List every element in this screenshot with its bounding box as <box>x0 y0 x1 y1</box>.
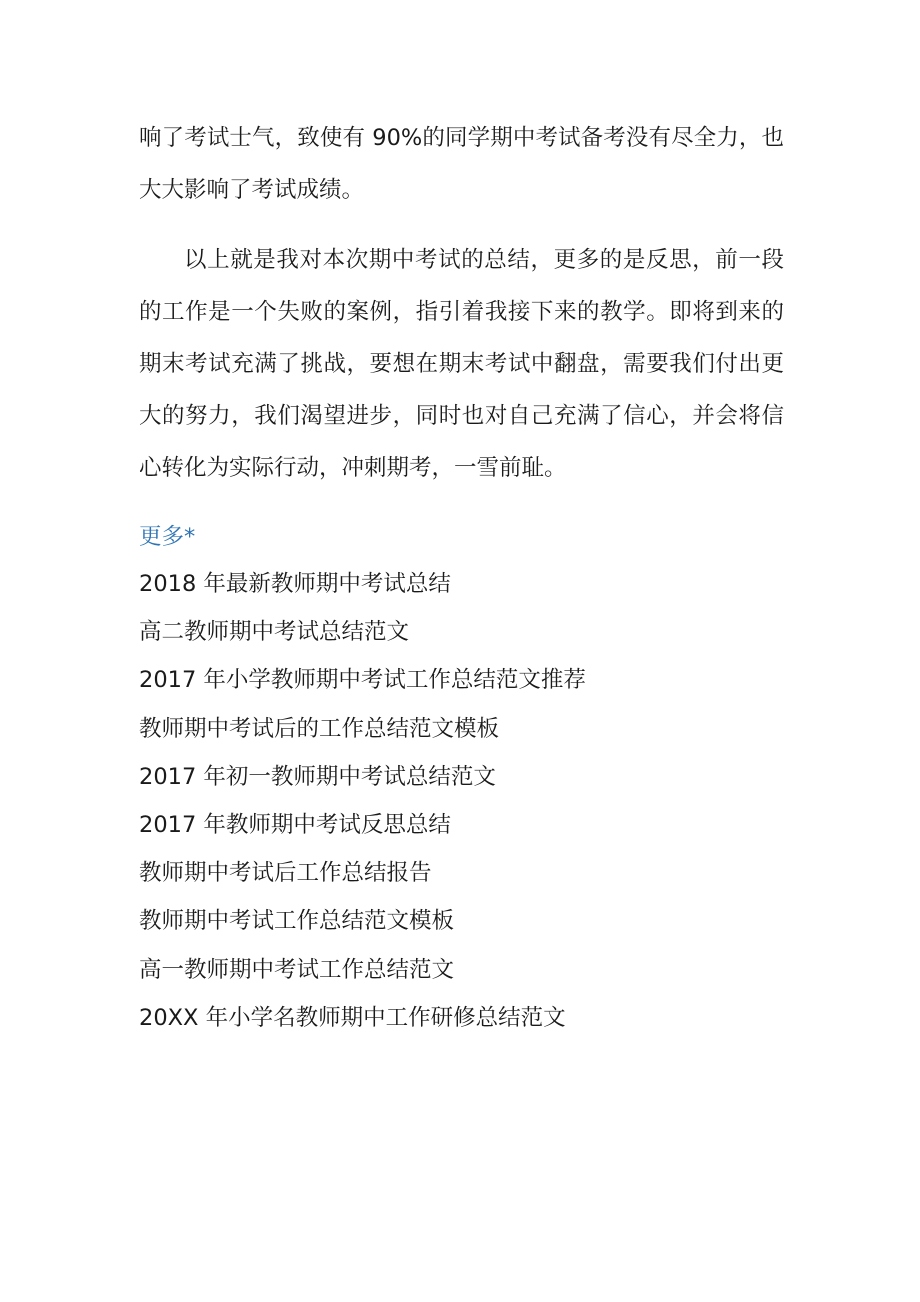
related-link-3[interactable]: 2017 年小学教师期中考试工作总结范文推荐 <box>139 667 586 694</box>
paragraph-2: 以上就是我对本次期中考试的总结，更多的是反思，前一段的工作是一个失败的案例，指引着我接下来的教学。即将到来的期末考试充满了挑战，要想在期末考试中翻盘，需要我们付出更大的努力，我们渴望进步，同时也对自己充满了信心，并会将信心转化为实际行动，冲刺期考，一雪前耻。 <box>139 247 784 481</box>
list-item <box>139 946 784 994</box>
list-item <box>139 753 784 801</box>
related-link-10[interactable]: 20XX 年小学名教师期中工作研修总结范文 <box>139 1004 566 1031</box>
paragraph-1: 响了考试士气，致使有 90%的同学期中考试备考没有尽全力，也大大影响了考试成绩。 <box>139 125 784 203</box>
list-item <box>139 897 784 945</box>
list-item <box>139 608 784 656</box>
related-link-7[interactable]: 教师期中考试后工作总结报告 <box>139 860 432 887</box>
related-link-5[interactable]: 2017 年初一教师期中考试总结范文 <box>139 763 496 790</box>
list-item <box>139 994 784 1042</box>
document-page <box>139 112 784 1042</box>
related-link-2[interactable]: 高二教师期中考试总结范文 <box>139 619 410 646</box>
list-item <box>139 801 784 849</box>
list-item <box>139 656 784 704</box>
related-link-9[interactable]: 高一教师期中考试工作总结范文 <box>139 956 455 983</box>
list-item <box>139 560 784 608</box>
list-item <box>139 705 784 753</box>
related-link-4[interactable]: 教师期中考试后的工作总结范文模板 <box>139 715 500 742</box>
list-item <box>139 849 784 897</box>
related-link-1[interactable]: 2018 年最新教师期中考试总结 <box>139 571 451 597</box>
more-heading: 更多* <box>139 524 196 550</box>
related-links-list <box>139 560 784 1042</box>
paragraph-gap <box>139 216 784 234</box>
related-link-6[interactable]: 2017 年教师期中考试反思总结 <box>139 812 451 839</box>
related-link-8[interactable]: 教师期中考试工作总结范文模板 <box>139 908 455 935</box>
